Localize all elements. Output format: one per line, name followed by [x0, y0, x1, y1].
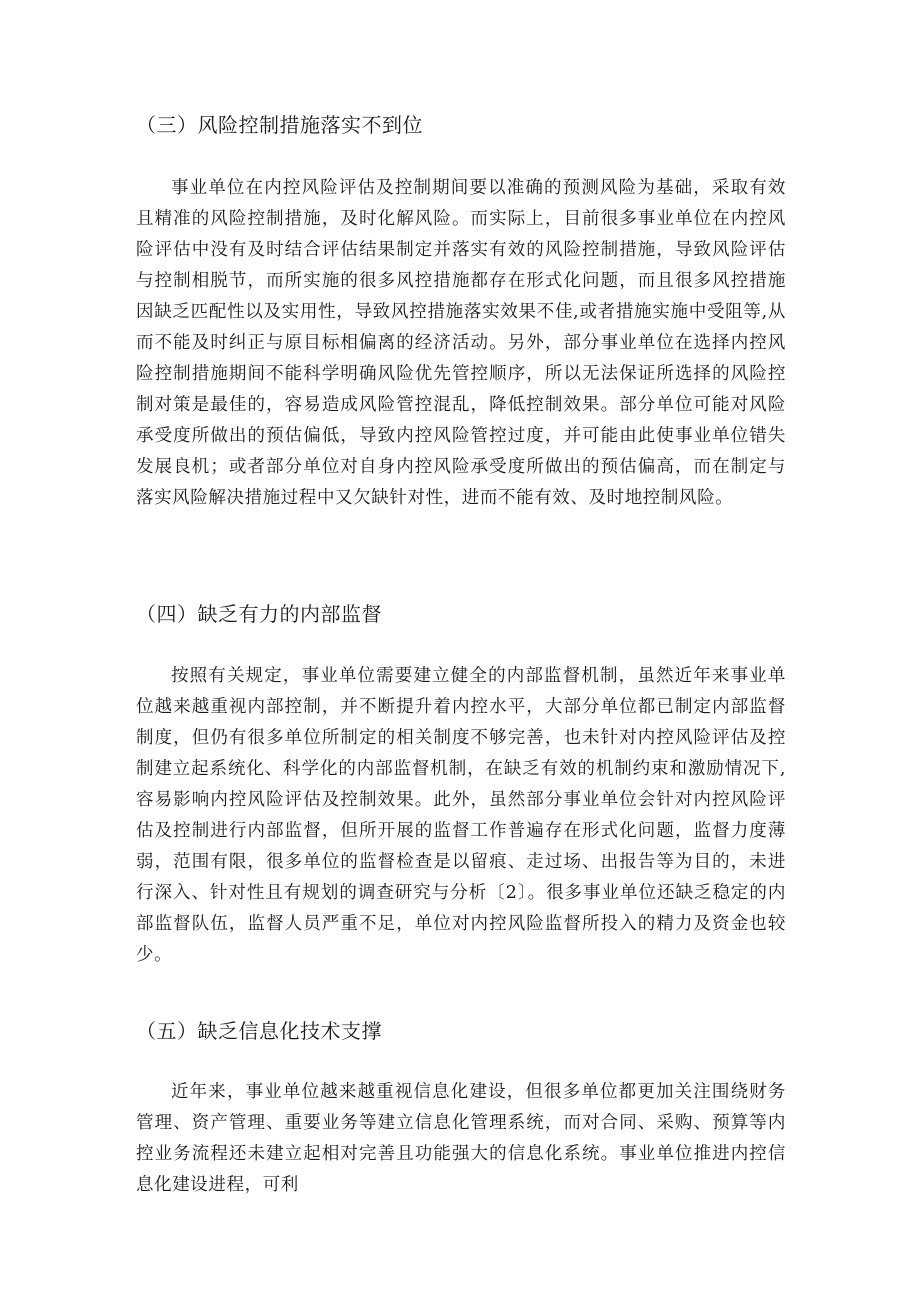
- section-heading-5: （五）缺乏信息化技术支撑: [136, 1019, 382, 1043]
- section-heading-4: （四）缺乏有力的内部监督: [136, 602, 382, 626]
- section-heading-3: （三）风险控制措施落实不到位: [136, 113, 423, 137]
- section-paragraph-4: 按照有关规定，事业单位需要建立健全的内部监督机制，虽然近年来事业单位越来越重视内部控制，并不断提升着内控水平，大部分单位都已制定内部监督制度，但仍有很多单位所制定的相关制度不够完善，也未针对内控风险评估及控制建立起系统化、科学化的内部监督机制，在缺乏有效的机制约束和激励情况下,容易影响内控风险评估及控制效果。此外，虽然部分事业单位会针对内控风险评估及控制进行内部监督，但所开展的监督工作普遍存在形式化问题，监督力度薄弱，范围有限，很多单位的监督检查是以留痕、走过场、出报告等为目的，未进行深入、针对性且有规划的调查研究与分析〔2〕。很多事业单位还缺乏稳定的内部监督队伍，监督人员严重不足，单位对内控风险监督所投入的精力及资金也较少。: [136, 666, 786, 965]
- section-paragraph-5: 近年来，事业单位越来越重视信息化建设，但很多单位都更加关注围绕财务管理、资产管理、重要业务等建立信息化管理系统，而对合同、采购、预算等内控业务流程还未建立起相对完善且功能强大的信息化系统。事业单位推进内控信息化建设进程，可利: [136, 1082, 786, 1195]
- section-paragraph-3: 事业单位在内控风险评估及控制期间要以准确的预测风险为基础，采取有效且精准的风险控制措施，及时化解风险。而实际上，目前很多事业单位在内控风险评估中没有及时结合评估结果制定并落实有效的风险控制措施，导致风险评估与控制相脱节，而所实施的很多风控措施都存在形式化问题，而且很多风控措施因缺乏匹配性以及实用性，导致风控措施落实效果不佳,或者措施实施中受阻等,从而不能及时纠正与原目标相偏离的经济活动。另外，部分事业单位在选择内控风险控制措施期间不能科学明确风险优先管控顺序，所以无法保证所选择的风险控制对策是最佳的，容易造成风险管控混乱，降低控制效果。部分单位可能对风险承受度所做出的预估偏低，导致内控风险管控过度，并可能由此使事业单位错失发展良机；或者部分单位对自身内控风险承受度所做出的预估偏高，而在制定与落实风险解决措施过程中又欠缺针对性，进而不能有效、及时地控制风险。: [136, 178, 786, 508]
